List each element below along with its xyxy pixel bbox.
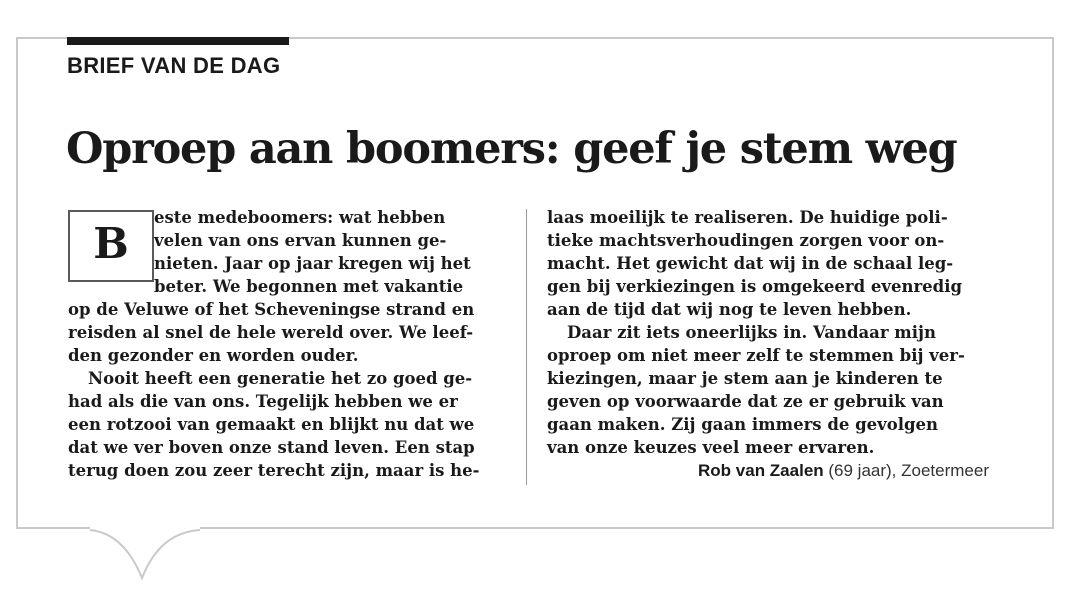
body-line: terug doen zou zeer terecht zijn, maar is he- — [68, 461, 480, 480]
headline: Oproep aan boomers: geef je stem weg — [66, 124, 957, 174]
body-line: nieten. Jaar op jaar kregen wij het — [154, 254, 471, 273]
body-line: kiezingen, maar je stem aan je kinderen te — [547, 369, 943, 388]
body-line: geven op voorwaarde dat ze er gebruik van — [547, 392, 944, 411]
author-signature — [547, 459, 993, 482]
body-line: Daar zit iets oneerlijks in. Vandaar mijn — [567, 323, 936, 342]
body-column-1 — [68, 206, 508, 482]
body-line: aan de tijd dat wij nog te leven hebben. — [547, 300, 912, 319]
author-details: (69 jaar), Zoetermeer — [823, 461, 989, 480]
body-line: laas moeilijk te realiseren. De huidige poli- — [547, 208, 948, 227]
kicker-bar — [67, 37, 289, 45]
body-line: tieke machtsverhoudingen zorgen voor on- — [547, 231, 945, 250]
column-divider — [526, 209, 527, 485]
body-line: macht. Het gewicht dat wij in de schaal leg- — [547, 254, 954, 273]
speech-bubble-tail — [90, 528, 200, 588]
author-name: Rob van Zaalen — [698, 461, 824, 480]
body-line: Nooit heeft een generatie het zo goed ge- — [88, 369, 473, 388]
body-line: dat we ver boven onze stand leven. Een stap — [68, 438, 475, 457]
body-line: beter. We begonnen met vakantie — [154, 277, 464, 296]
section-kicker: BRIEF VAN DE DAG — [67, 53, 281, 78]
body-line: had als die van ons. Tegelijk hebben we er — [68, 392, 458, 411]
body-line: este medeboomers: wat hebben — [154, 208, 446, 227]
body-line: gen bij verkiezingen is omgekeerd evenredig — [547, 277, 962, 296]
body-column-2 — [547, 206, 993, 482]
body-line: van onze keuzes veel meer ervaren. — [547, 438, 875, 457]
body-line: den gezonder en worden ouder. — [68, 346, 359, 365]
body-line: velen van ons ervan kunnen ge- — [154, 231, 447, 250]
dropcap: B — [68, 210, 154, 282]
body-line: een rotzooi van gemaakt en blijkt nu dat we — [68, 415, 475, 434]
body-line: gaan maken. Zij gaan immers de gevolgen — [547, 415, 939, 434]
body-line: oproep om niet meer zelf te stemmen bij ver- — [547, 346, 965, 365]
body-line: reisden al snel de hele wereld over. We leef- — [68, 323, 474, 342]
body-line: op de Veluwe of het Scheveningse strand en — [68, 300, 475, 319]
